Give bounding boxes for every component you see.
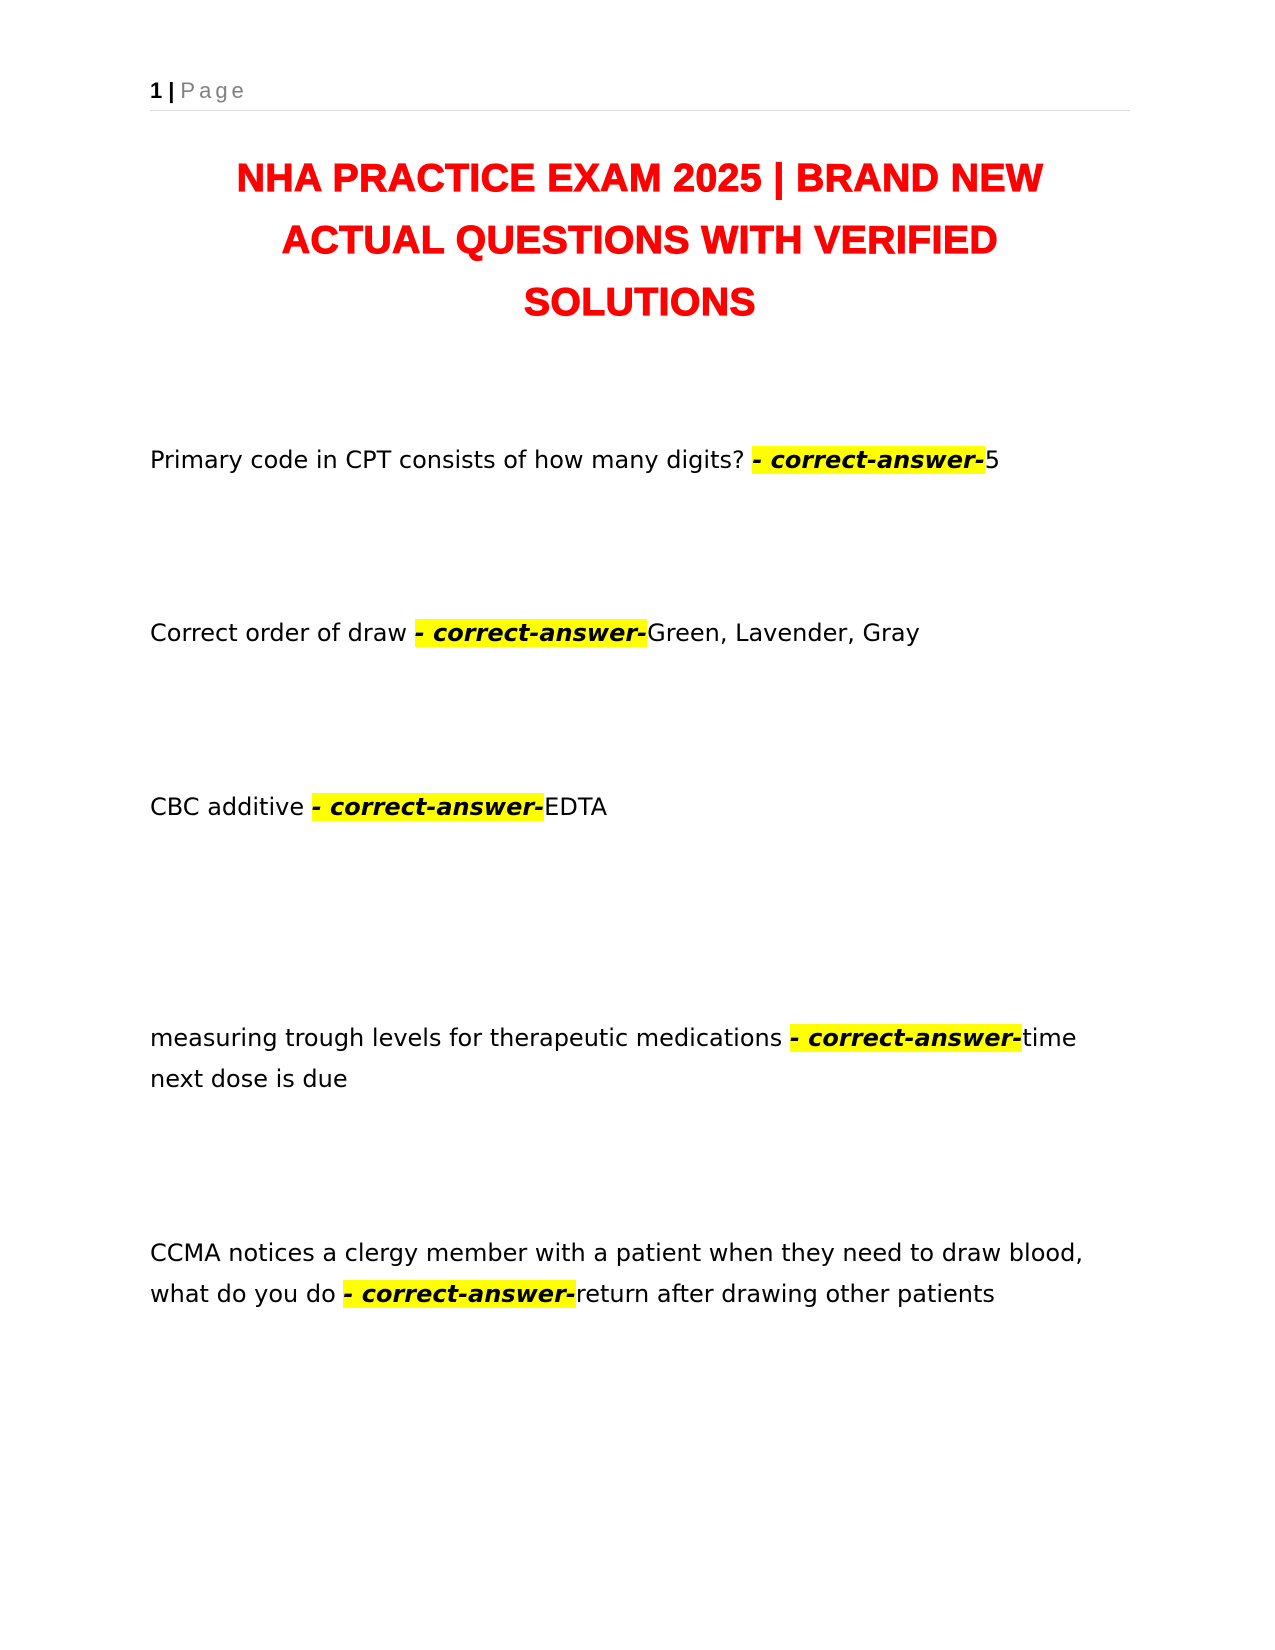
page-label: Page bbox=[180, 78, 248, 103]
answer-marker: - correct-answer- bbox=[752, 446, 985, 474]
page-header bbox=[150, 78, 1130, 111]
title-line-3: SOLUTIONS bbox=[523, 281, 756, 324]
title-line-2: ACTUAL QUESTIONS WITH VERIFIED bbox=[281, 219, 999, 262]
document-title bbox=[180, 148, 1100, 334]
answer-marker: - correct-answer- bbox=[311, 793, 545, 821]
answer-marker: - correct-answer- bbox=[414, 619, 648, 647]
qa-item-5 bbox=[150, 1233, 1110, 1315]
question-text: measuring trough levels for therapeutic medications bbox=[150, 1024, 790, 1052]
answer-marker: - correct-answer- bbox=[789, 1024, 1023, 1052]
title-line-1: NHA PRACTICE EXAM 2025 | BRAND NEW bbox=[236, 157, 1044, 200]
page-number: 1 bbox=[150, 78, 163, 103]
qa-item-2 bbox=[150, 613, 1110, 654]
question-text: CBC additive bbox=[150, 793, 312, 821]
answer-text: return after drawing other patients bbox=[575, 1280, 995, 1308]
question-text: CCMA notices a clergy member with a patient when they need to draw blood, what do you do bbox=[150, 1239, 1083, 1308]
answer-text: EDTA bbox=[544, 793, 608, 821]
answer-text: 5 bbox=[984, 446, 1001, 474]
question-text: Primary code in CPT consists of how many digits? bbox=[150, 446, 753, 474]
question-text: Correct order of draw bbox=[150, 619, 415, 647]
qa-item-3 bbox=[150, 787, 1110, 828]
qa-item-4 bbox=[150, 1018, 1110, 1100]
answer-marker: - correct-answer- bbox=[343, 1280, 576, 1308]
page-separator: | bbox=[168, 78, 175, 103]
answer-text: Green, Lavender, Gray bbox=[647, 619, 920, 647]
answer-text: time next dose is due bbox=[150, 1024, 1077, 1093]
qa-item-1 bbox=[150, 440, 1110, 481]
